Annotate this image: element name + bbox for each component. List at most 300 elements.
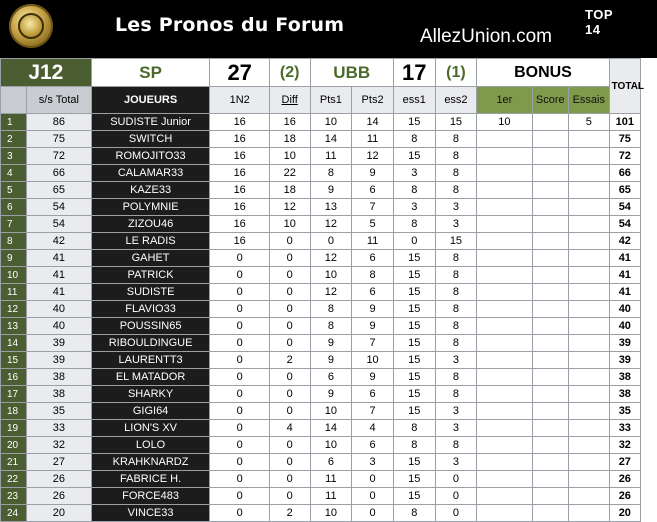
bonus-score-cell	[532, 488, 568, 505]
ess1-cell: 3	[393, 165, 435, 182]
ess2-cell: 3	[435, 199, 477, 216]
pts2-cell: 6	[352, 386, 394, 403]
1n2-cell: 0	[210, 471, 269, 488]
diff-cell: 0	[269, 318, 310, 335]
bonus-tries-cell	[568, 403, 609, 420]
subtotal-cell: 86	[27, 114, 92, 131]
bonus-first-cell	[477, 420, 532, 437]
pts2-cell: 8	[352, 267, 394, 284]
pts1-cell: 12	[310, 250, 352, 267]
1n2-cell: 0	[210, 352, 269, 369]
bonus-label: BONUS	[477, 59, 609, 87]
rank-cell: 18	[1, 403, 27, 420]
table-row	[1, 114, 641, 131]
player-name: CALAMAR33	[91, 165, 210, 182]
bonus-tries-cell: 5	[568, 114, 609, 131]
ess2-cell: 8	[435, 182, 477, 199]
total-cell: 27	[609, 454, 640, 471]
player-name: ROMOJITO33	[91, 148, 210, 165]
diff-cell: 0	[269, 471, 310, 488]
total-cell: 41	[609, 284, 640, 301]
players-header: JOUEURS	[91, 87, 210, 114]
ess2-cell: 8	[435, 131, 477, 148]
diff-cell: 22	[269, 165, 310, 182]
total-cell: 42	[609, 233, 640, 250]
table-row	[1, 267, 641, 284]
diff-cell: 0	[269, 403, 310, 420]
pts2-cell: 3	[352, 454, 394, 471]
1n2-cell: 16	[210, 233, 269, 250]
player-name: SUDISTE	[91, 284, 210, 301]
pts1-cell: 14	[310, 131, 352, 148]
col-diff-header: Diff	[269, 87, 310, 114]
pts2-cell: 11	[352, 131, 394, 148]
1n2-cell: 0	[210, 403, 269, 420]
1n2-cell: 0	[210, 250, 269, 267]
col-pts1-header: Pts1	[310, 87, 352, 114]
1n2-cell: 16	[210, 199, 269, 216]
diff-cell: 2	[269, 352, 310, 369]
player-name: GIGI64	[91, 403, 210, 420]
subtotal-cell: 41	[27, 284, 92, 301]
table-row	[1, 301, 641, 318]
subtotal-cell: 54	[27, 216, 92, 233]
bonus-tries-cell	[568, 165, 609, 182]
bonus-first-cell	[477, 301, 532, 318]
ess1-cell: 8	[393, 437, 435, 454]
subtotal-cell: 26	[27, 488, 92, 505]
bonus-score-cell	[532, 318, 568, 335]
1n2-cell: 0	[210, 369, 269, 386]
ess1-cell: 15	[393, 488, 435, 505]
pts1-cell: 8	[310, 301, 352, 318]
table-row	[1, 488, 641, 505]
bonus-score-cell	[532, 420, 568, 437]
bonus-score-cell	[532, 505, 568, 522]
player-name: SUDISTE Junior	[91, 114, 210, 131]
table-row	[1, 182, 641, 199]
bonus-tries-cell	[568, 369, 609, 386]
bonus-score-cell	[532, 454, 568, 471]
pts1-cell: 8	[310, 318, 352, 335]
rank-cell: 14	[1, 335, 27, 352]
table-row	[1, 131, 641, 148]
bonus-tries-cell	[568, 505, 609, 522]
table-row	[1, 233, 641, 250]
bonus-tries-cell	[568, 420, 609, 437]
diff-cell: 0	[269, 454, 310, 471]
bonus-first-cell	[477, 267, 532, 284]
player-name: LOLO	[91, 437, 210, 454]
bonus-first-cell	[477, 437, 532, 454]
col-ess1-header: ess1	[393, 87, 435, 114]
player-name: FORCE483	[91, 488, 210, 505]
diff-cell: 0	[269, 437, 310, 454]
rank-cell: 24	[1, 505, 27, 522]
total-cell: 72	[609, 148, 640, 165]
1n2-cell: 0	[210, 454, 269, 471]
away-score: 17	[393, 59, 435, 87]
subtotal-cell: 75	[27, 131, 92, 148]
col-score-header: Score	[532, 87, 568, 114]
table-row	[1, 318, 641, 335]
diff-cell: 0	[269, 488, 310, 505]
home-tries: (2)	[269, 59, 310, 87]
column-header-row	[1, 87, 641, 114]
bonus-tries-cell	[568, 318, 609, 335]
1n2-cell: 16	[210, 216, 269, 233]
rank-cell: 7	[1, 216, 27, 233]
table-row	[1, 471, 641, 488]
player-name: KAZE33	[91, 182, 210, 199]
player-name: SWITCH	[91, 131, 210, 148]
total-cell: 38	[609, 369, 640, 386]
away-tries: (1)	[435, 59, 477, 87]
rank-cell: 11	[1, 284, 27, 301]
player-name: ZIZOU46	[91, 216, 210, 233]
diff-cell: 2	[269, 505, 310, 522]
ess1-cell: 15	[393, 454, 435, 471]
subtotal-cell: 40	[27, 301, 92, 318]
total-cell: 54	[609, 216, 640, 233]
pts2-cell: 0	[352, 471, 394, 488]
subtotal-cell: 33	[27, 420, 92, 437]
rank-cell: 4	[1, 165, 27, 182]
subtotal-cell: 72	[27, 148, 92, 165]
diff-cell: 10	[269, 148, 310, 165]
rank-cell: 20	[1, 437, 27, 454]
subtotal-cell: 42	[27, 233, 92, 250]
bonus-first-cell	[477, 318, 532, 335]
subtotal-cell: 38	[27, 369, 92, 386]
site-name: AllezUnion.com	[420, 26, 552, 47]
bonus-score-cell	[532, 335, 568, 352]
bonus-first-cell	[477, 471, 532, 488]
pts1-cell: 6	[310, 454, 352, 471]
subtotal-cell: 38	[27, 386, 92, 403]
diff-cell: 0	[269, 233, 310, 250]
pts2-cell: 9	[352, 165, 394, 182]
pts2-cell: 7	[352, 335, 394, 352]
bonus-tries-cell	[568, 335, 609, 352]
bonus-tries-cell	[568, 437, 609, 454]
diff-cell: 0	[269, 369, 310, 386]
pts2-cell: 0	[352, 488, 394, 505]
ess2-cell: 8	[435, 386, 477, 403]
player-name: FABRICE H.	[91, 471, 210, 488]
pts2-cell: 4	[352, 420, 394, 437]
bonus-first-cell: 10	[477, 114, 532, 131]
total-cell: 66	[609, 165, 640, 182]
bonus-first-cell	[477, 352, 532, 369]
rank-cell: 17	[1, 386, 27, 403]
bonus-score-cell	[532, 165, 568, 182]
top14-logo-icon	[583, 5, 629, 57]
subtotal-cell: 32	[27, 437, 92, 454]
bonus-tries-cell	[568, 216, 609, 233]
1n2-cell: 0	[210, 488, 269, 505]
table-row	[1, 335, 641, 352]
bonus-tries-cell	[568, 454, 609, 471]
table-row	[1, 199, 641, 216]
rank-header	[1, 87, 27, 114]
ess1-cell: 15	[393, 318, 435, 335]
bonus-tries-cell	[568, 352, 609, 369]
ess2-cell: 0	[435, 471, 477, 488]
1n2-cell: 0	[210, 386, 269, 403]
rank-cell: 21	[1, 454, 27, 471]
bonus-first-cell	[477, 182, 532, 199]
bonus-first-cell	[477, 403, 532, 420]
pts1-cell: 11	[310, 488, 352, 505]
ess2-cell: 8	[435, 165, 477, 182]
bonus-tries-cell	[568, 131, 609, 148]
ess2-cell: 3	[435, 352, 477, 369]
ess1-cell: 15	[393, 369, 435, 386]
player-name: FLAVIO33	[91, 301, 210, 318]
diff-cell: 0	[269, 284, 310, 301]
pts1-cell: 0	[310, 233, 352, 250]
ess2-cell: 0	[435, 505, 477, 522]
table-row	[1, 505, 641, 522]
pts1-cell: 10	[310, 267, 352, 284]
pts1-cell: 9	[310, 352, 352, 369]
bonus-score-cell	[532, 369, 568, 386]
away-team: UBB	[310, 59, 393, 87]
subtotal-header: s/s Total	[27, 87, 92, 114]
1n2-cell: 0	[210, 437, 269, 454]
bonus-first-cell	[477, 488, 532, 505]
1n2-cell: 0	[210, 301, 269, 318]
pts2-cell: 6	[352, 182, 394, 199]
player-name: VINCE33	[91, 505, 210, 522]
bonus-score-cell	[532, 437, 568, 454]
ess2-cell: 8	[435, 250, 477, 267]
1n2-cell: 0	[210, 505, 269, 522]
ess2-cell: 8	[435, 437, 477, 454]
table-row	[1, 437, 641, 454]
pts2-cell: 14	[352, 114, 394, 131]
ess2-cell: 8	[435, 318, 477, 335]
rank-cell: 9	[1, 250, 27, 267]
pts1-cell: 10	[310, 505, 352, 522]
round-label: J12	[1, 59, 92, 87]
col-1n2-header: 1N2	[210, 87, 269, 114]
table-row	[1, 165, 641, 182]
pts1-cell: 14	[310, 420, 352, 437]
bonus-tries-cell	[568, 488, 609, 505]
total-cell: 26	[609, 471, 640, 488]
1n2-cell: 0	[210, 318, 269, 335]
diff-cell: 12	[269, 199, 310, 216]
pts2-cell: 9	[352, 318, 394, 335]
table-row	[1, 403, 641, 420]
subtotal-cell: 20	[27, 505, 92, 522]
rank-cell: 1	[1, 114, 27, 131]
ess2-cell: 8	[435, 284, 477, 301]
pts2-cell: 6	[352, 250, 394, 267]
rank-cell: 12	[1, 301, 27, 318]
rank-cell: 13	[1, 318, 27, 335]
pts2-cell: 6	[352, 437, 394, 454]
bonus-tries-cell	[568, 182, 609, 199]
bonus-score-cell	[532, 199, 568, 216]
bonus-tries-cell	[568, 267, 609, 284]
bonus-tries-cell	[568, 471, 609, 488]
total-cell: 75	[609, 131, 640, 148]
bonus-tries-cell	[568, 284, 609, 301]
subtotal-cell: 66	[27, 165, 92, 182]
total-cell: 39	[609, 352, 640, 369]
bonus-tries-cell	[568, 148, 609, 165]
ess1-cell: 15	[393, 267, 435, 284]
rank-cell: 8	[1, 233, 27, 250]
table-row	[1, 250, 641, 267]
home-score: 27	[210, 59, 269, 87]
ess2-cell: 15	[435, 114, 477, 131]
pts1-cell: 11	[310, 471, 352, 488]
total-cell: 40	[609, 318, 640, 335]
subtotal-cell: 39	[27, 352, 92, 369]
ess1-cell: 15	[393, 284, 435, 301]
pts1-cell: 13	[310, 199, 352, 216]
total-cell: 101	[609, 114, 640, 131]
rank-cell: 5	[1, 182, 27, 199]
1n2-cell: 16	[210, 182, 269, 199]
pts2-cell: 12	[352, 148, 394, 165]
bonus-score-cell	[532, 148, 568, 165]
pts1-cell: 10	[310, 403, 352, 420]
player-name: SHARKY	[91, 386, 210, 403]
bonus-score-cell	[532, 352, 568, 369]
subtotal-cell: 35	[27, 403, 92, 420]
pts1-cell: 10	[310, 114, 352, 131]
match-header-row	[1, 59, 641, 87]
diff-cell: 0	[269, 267, 310, 284]
ess1-cell: 0	[393, 233, 435, 250]
bonus-score-cell	[532, 114, 568, 131]
player-name: EL MATADOR	[91, 369, 210, 386]
subtotal-cell: 41	[27, 267, 92, 284]
ess1-cell: 3	[393, 199, 435, 216]
bonus-tries-cell	[568, 233, 609, 250]
total-cell: 41	[609, 250, 640, 267]
pts1-cell: 9	[310, 335, 352, 352]
top-banner	[0, 0, 657, 58]
subtotal-cell: 26	[27, 471, 92, 488]
bonus-score-cell	[532, 301, 568, 318]
table-row	[1, 454, 641, 471]
diff-cell: 4	[269, 420, 310, 437]
ess1-cell: 15	[393, 403, 435, 420]
bonus-first-cell	[477, 199, 532, 216]
diff-cell: 0	[269, 386, 310, 403]
col-tries-header: Essais	[568, 87, 609, 114]
table-row	[1, 216, 641, 233]
bonus-first-cell	[477, 284, 532, 301]
forum-logo-coin-icon	[9, 4, 53, 48]
total-cell: 35	[609, 403, 640, 420]
ess1-cell: 15	[393, 148, 435, 165]
ess1-cell: 15	[393, 114, 435, 131]
1n2-cell: 16	[210, 131, 269, 148]
subtotal-cell: 41	[27, 250, 92, 267]
pts2-cell: 5	[352, 216, 394, 233]
1n2-cell: 0	[210, 420, 269, 437]
total-cell: 40	[609, 301, 640, 318]
rank-cell: 19	[1, 420, 27, 437]
pts1-cell: 12	[310, 284, 352, 301]
ess1-cell: 15	[393, 301, 435, 318]
ess1-cell: 15	[393, 352, 435, 369]
player-name: PATRICK	[91, 267, 210, 284]
home-team: SP	[91, 59, 210, 87]
player-name: RIBOULDINGUE	[91, 335, 210, 352]
player-rows	[1, 114, 641, 522]
bonus-first-cell	[477, 505, 532, 522]
total-cell: 65	[609, 182, 640, 199]
diff-cell: 0	[269, 335, 310, 352]
col-first-header: 1er	[477, 87, 532, 114]
rank-cell: 16	[1, 369, 27, 386]
total-cell: 26	[609, 488, 640, 505]
bonus-first-cell	[477, 131, 532, 148]
ess2-cell: 3	[435, 403, 477, 420]
rank-cell: 3	[1, 148, 27, 165]
ess2-cell: 3	[435, 454, 477, 471]
diff-cell: 10	[269, 216, 310, 233]
player-name: POLYMNIE	[91, 199, 210, 216]
bonus-tries-cell	[568, 301, 609, 318]
ess2-cell: 8	[435, 369, 477, 386]
bonus-score-cell	[532, 182, 568, 199]
ess1-cell: 8	[393, 182, 435, 199]
bonus-score-cell	[532, 267, 568, 284]
pts1-cell: 9	[310, 182, 352, 199]
bonus-score-cell	[532, 250, 568, 267]
ess2-cell: 3	[435, 420, 477, 437]
pts1-cell: 10	[310, 437, 352, 454]
ess2-cell: 8	[435, 267, 477, 284]
rank-cell: 6	[1, 199, 27, 216]
pts1-cell: 11	[310, 148, 352, 165]
ess1-cell: 8	[393, 505, 435, 522]
page-title: Les Pronos du Forum	[115, 14, 345, 36]
diff-cell: 0	[269, 250, 310, 267]
diff-cell: 0	[269, 301, 310, 318]
bonus-score-cell	[532, 233, 568, 250]
1n2-cell: 0	[210, 267, 269, 284]
ess2-cell: 8	[435, 301, 477, 318]
bonus-first-cell	[477, 386, 532, 403]
ess1-cell: 8	[393, 420, 435, 437]
ess1-cell: 8	[393, 216, 435, 233]
pts2-cell: 11	[352, 233, 394, 250]
bonus-tries-cell	[568, 250, 609, 267]
bonus-score-cell	[532, 284, 568, 301]
ess2-cell: 3	[435, 216, 477, 233]
total-cell: 39	[609, 335, 640, 352]
ess2-cell: 0	[435, 488, 477, 505]
pts1-cell: 6	[310, 369, 352, 386]
ess1-cell: 8	[393, 131, 435, 148]
table-row	[1, 284, 641, 301]
rank-cell: 23	[1, 488, 27, 505]
pts2-cell: 7	[352, 403, 394, 420]
ess2-cell: 15	[435, 233, 477, 250]
pts2-cell: 10	[352, 352, 394, 369]
top14-logo-label: TOP 14	[585, 7, 613, 37]
